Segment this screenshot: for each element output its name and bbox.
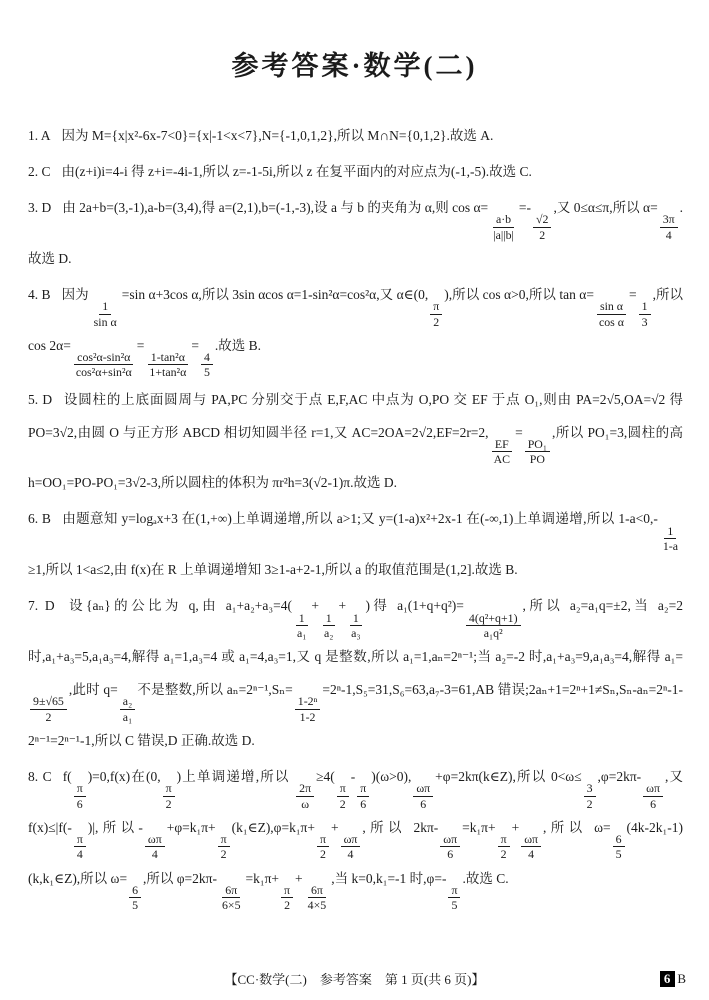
answer-item	[28, 589, 683, 757]
fraction: $\frac{1}{\text{a₁}}$	[296, 610, 307, 640]
fraction: $\frac{1}{\text{a₂}}$	[324, 610, 334, 640]
fraction: $\frac{\omega\pi}{4}$	[145, 832, 165, 862]
fraction: $\frac{2\pi}{\omega}$	[296, 781, 314, 811]
fraction: $\frac{\omega\pi}{4}$	[341, 832, 361, 862]
fraction: $\frac{\pi}{2}$	[163, 781, 175, 811]
fraction: $\frac{\omega\pi}{6}$	[413, 781, 433, 811]
answer-label: 3. D	[28, 200, 52, 216]
answer-item	[28, 191, 683, 275]
fraction: $\frac{EF}{AC}$	[493, 436, 511, 467]
fraction: $\frac{6}{5}$	[129, 883, 141, 913]
answer-text: f( $\frac{\pi}{6}$ )=0,f(x)在(0, $\frac{\pi}{2}$ )上单调递增,所以 $\frac{2\pi}{\omega}$ ≥4( $\frac{\pi}{2}$ - $\frac{\pi}{6}$ )(ω>0), $\frac{\omega\pi}{6}$ +φ=2kπ(k∈Z),所以 0<ω≤ $\frac{3}{2}$ ,φ=2kπ- $\frac{\omega\pi}{6}$ ,又 f(x)≤|f(- $\frac{\pi}{4}$ )|,所以- $\frac{\omega\pi}{4}$ +φ=k₁π+ $\frac{\pi}{2}$ (k₁∈Z),φ=k₁π+ $\frac{\pi}{2}$ + $\frac{\omega\pi}{4}$ ,所以 2kπ- $\frac{\omega\pi}{6}$ =k₁π+ $\frac{\pi}{2}$ + $\frac{\omega\pi}{4}$ ,所以 ω= $\frac{6}{5}$ (4k-2k₁-1)(k,k₁∈Z),所以 ω= $\frac{6}{5}$ ,所以 φ=2kπ- $\frac{6\pi}{6\times 5}$ =k₁π+ $\frac{\pi}{2}$ + $\frac{6\pi}{4\times 5}$ ,当 k=0,k₁=-1 时,φ=- $\frac{\pi}{5}$ .故选 C.	[28, 768, 684, 913]
fraction: $\frac{\pi}{2}$	[317, 832, 329, 862]
fraction: $\frac{4}{5}$	[201, 350, 213, 380]
fraction: $\frac{\text{sin α}}{\text{cos α}}$	[596, 299, 627, 329]
fraction: $\frac{\text{cos²α-sin²α}}{\text{cos²α+sin²α}}$	[75, 350, 132, 380]
fraction: $\frac{\pi}{2}$	[430, 299, 442, 329]
answer-label: 8. C	[28, 768, 52, 784]
answer-label: 6. B	[28, 511, 51, 527]
fraction: $\frac{6\pi}{4\times 5}$	[307, 882, 327, 913]
answer-item	[28, 155, 683, 188]
answer-label: 2. C	[28, 164, 51, 180]
page-code-letter: B	[677, 971, 687, 986]
answer-text: 由题意知 y=logₐx+3 在(1,+∞)上单调递增,所以 a>1;又 y=(1-a)x²+2x-1 在(-∞,1)上单调递增,所以 1-a<0,- $\frac{1}{1-a}$ ≥1,所以 1<a≤2,由 f(x)在 R 上单调递增知 3≥1-a+2-1,所以 a 的取值范围是(1,2].故选 B.	[28, 511, 683, 577]
fraction: $\frac{\text{4(q²+q+1)}}{\text{a₁q²}}$	[466, 611, 521, 641]
fraction: $\frac{3}{2}$	[584, 781, 596, 811]
fraction: $\frac{\text{1-2ⁿ}}{1-2}$	[295, 694, 321, 724]
answer-item	[28, 383, 683, 500]
answer-item	[28, 119, 683, 152]
answer-text: 设圆柱的上底面圆周与 PA,PC 分别交于点 E,F,AC 中点为 O,PO 交 EF 于点 O₁,则由 PA=2√5,OA=√2 得 PO=3√2,由圆 O 与正方形 ABCD 相切知圆半径 r=1,又 AC=2OA=2√2,EF=2r=2, $\frac{EF}{AC}$ = $\frac{\text{PO₁}}{PO}$ ,所以 PO₁=3,圆柱的高 h=OO₁=PO-PO₁=3√2-3,所以圆柱的体积为 πr²h=3(√2-1)π.故选 D.	[28, 391, 684, 491]
answer-label: 5. D	[28, 391, 53, 407]
fraction: $\frac{\pi}{5}$	[448, 883, 460, 913]
answer-label: 7. D	[28, 598, 55, 614]
answer-item	[28, 502, 683, 586]
fraction: $\frac{\pi}{6}$	[74, 781, 86, 811]
fraction: $\frac{6\pi}{6\times 5}$	[221, 882, 241, 913]
fraction: $\frac{\pi}{4}$	[74, 832, 86, 862]
fraction: $\frac{1}{\text{sin α}}$	[93, 299, 117, 329]
fraction: $\frac{\pi}{2}$	[498, 832, 510, 862]
fraction: $\frac{\pi}{6}$	[357, 781, 369, 811]
fraction: $\frac{\pi}{2}$	[337, 781, 349, 811]
answer-text: 由(z+i)i=4-i 得 z+i=-4i-1,所以 z=-1-5i,所以 z 在复平面内的对应点为(-1,-5).故选 C.	[61, 164, 532, 180]
footer-text: 【CC·数学(二) 参考答案 第 1 页(共 6 页)】	[224, 972, 485, 987]
fraction: $\frac{\pi}{2}$	[281, 883, 293, 913]
answer-text: 设{aₙ}的公比为 q,由 a₁+a₂+a₃=4( $\frac{1}{\text{a₁}}$ + $\frac{1}{\text{a₂}}$ + $\frac{1}{\text{a₃}}$ )得 a₁(1+q+q²)= $\frac{\text{4(q²+q+1)}}{\text{a₁q²}}$ ,所以 a₂=a₁q=±2,当 a₂=2 时,a₁+a₃=5,a₁a₃=4,解得 a₁=1,a₃=4 或 a₁=4,a₃=1,又 q 是整数,所以 a₁=1,aₙ=2ⁿ⁻¹;当 a₂=-2 时,a₁+a₃=9,a₁a₃=4,解得 a₁= $\frac{9\pm√65}{2}$ ,此时 q= $\frac{\text{a₂}}{\text{a₁}}$ 不是整数,所以 aₙ=2ⁿ⁻¹,Sₙ= $\frac{\text{1-2ⁿ}}{1-2}$ =2ⁿ-1,S₅=31,S₆=63,a₇-3=61,AB 错误;2aₙ+1=2ⁿ+1≠Sₙ,Sₙ-aₙ=2ⁿ-1-2ⁿ⁻¹=2ⁿ⁻¹-1,所以 C 错误,D 正确.故选 D.	[28, 598, 683, 748]
fraction: $\frac{1}{1-a}$	[662, 523, 678, 553]
page-code-number: 6	[660, 971, 676, 987]
page-code-badge	[660, 971, 687, 987]
fraction: $\frac{1}{3}$	[639, 299, 651, 329]
answer-item	[28, 278, 683, 380]
fraction: $\frac{a\cdot b}{|a||b|}$	[493, 212, 514, 242]
fraction: $\frac{9\pm√65}{2}$	[30, 694, 67, 724]
fraction: $\frac{3\pi}{4}$	[660, 212, 678, 242]
fraction: $\frac{√2}{2}$	[533, 212, 551, 242]
fraction: $\frac{\omega\pi}{6}$	[440, 832, 460, 862]
fraction: $\frac{\text{1-tan²α}}{\text{1+tan²α}}$	[149, 350, 187, 380]
answer-label: 4. B	[28, 286, 51, 302]
answer-text: 因为 $\frac{1}{\text{sin α}}$ =sin α+3cos α,所以 3sin αcos α=1-sin²α=cos²α,又 α∈(0, $\frac{\pi}{2}$ ),所以 cos α>0,所以 tan α= $\frac{\text{sin α}}{\text{cos α}}$ = $\frac{1}{3}$ ,所以 cos 2α= $\frac{\text{cos²α-sin²α}}{\text{cos²α+sin²α}}$ = $\frac{\text{1-tan²α}}{\text{1+tan²α}}$ = $\frac{4}{5}$ .故选 B.	[28, 286, 684, 380]
fraction: $\frac{6}{5}$	[613, 832, 625, 862]
answer-text: 因为 M={x|x²-6x-7<0}={x|-1<x<7},N={-1,0,1,2},所以 M∩N={0,1,2}.故选 A.	[61, 128, 494, 143]
answers-list	[28, 119, 683, 912]
page-footer	[0, 969, 709, 987]
fraction: $\frac{\omega\pi}{6}$	[643, 781, 663, 811]
fraction: $\frac{1}{\text{a₃}}$	[351, 610, 361, 640]
answer-label: 1. A	[28, 128, 51, 143]
page-title: 参考答案·数学(二)	[231, 51, 478, 81]
fraction: $\frac{\pi}{2}$	[218, 832, 230, 862]
fraction: $\frac{\text{a₂}}{\text{a₁}}$	[120, 694, 135, 724]
answer-text: 由 2a+b=(3,-1),a-b=(3,4),得 a=(2,1),b=(-1,-3),设 a 与 b 的夹角为 α,则 cos α= $\frac{a\cdot b}{|a||b|}$ =- $\frac{√2}{2}$ ,又 0≤α≤π,所以 α= $\frac{3\pi}{4}$ .故选 D.	[28, 200, 683, 266]
fraction: $\frac{\omega\pi}{4}$	[521, 832, 541, 862]
answer-item	[28, 760, 683, 912]
fraction: $\frac{\text{PO₁}}{PO}$	[525, 437, 550, 467]
